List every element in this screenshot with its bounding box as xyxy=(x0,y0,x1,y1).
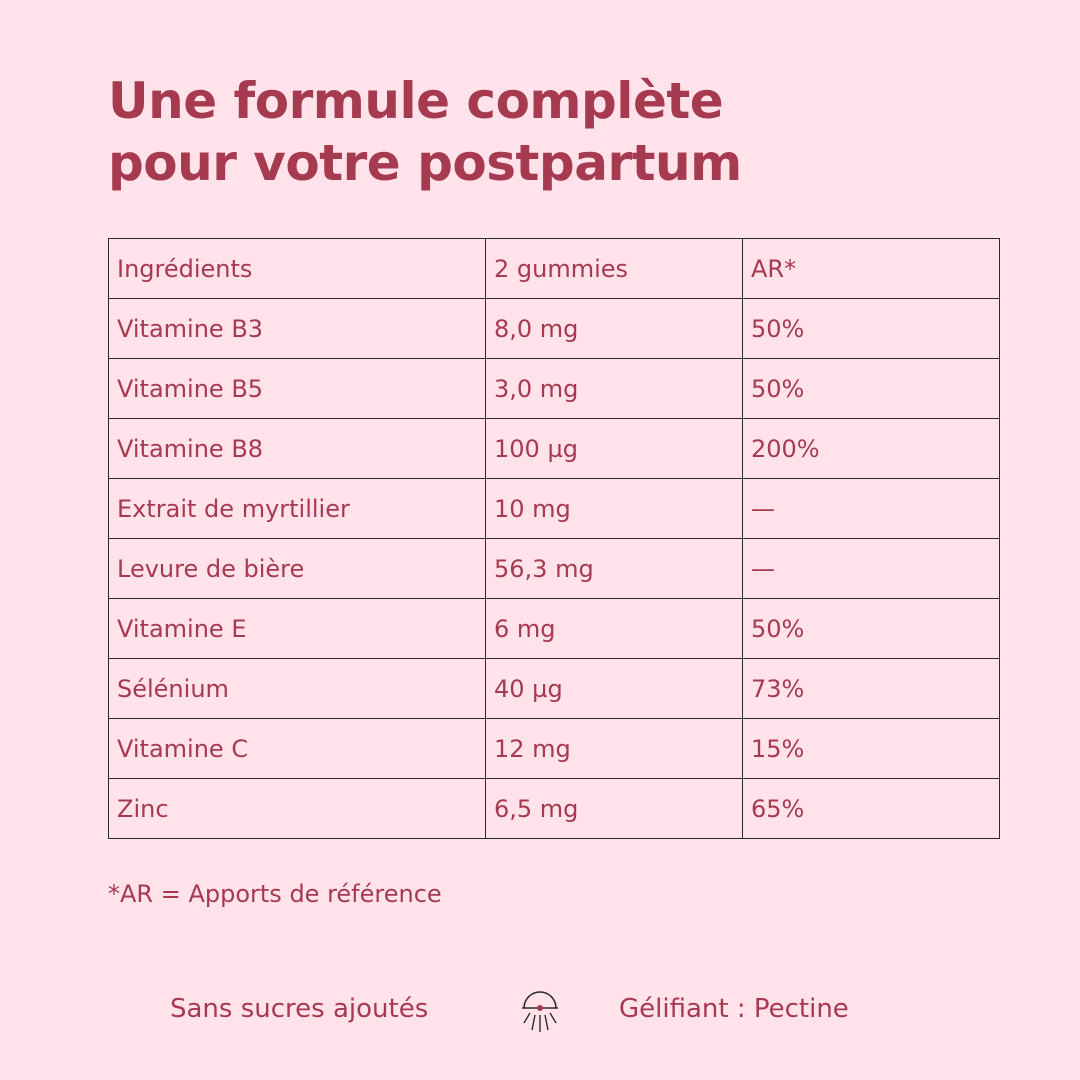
ingredient-name: Vitamine B3 xyxy=(109,299,486,359)
header-ingredients: Ingrédients xyxy=(109,239,486,299)
ingredient-ar: 65% xyxy=(743,779,1000,839)
ingredient-amount: 100 µg xyxy=(486,419,743,479)
table-row xyxy=(109,599,1000,659)
ingredient-ar: — xyxy=(743,539,1000,599)
table-row xyxy=(109,659,1000,719)
ingredient-name: Levure de bière xyxy=(109,539,486,599)
page-title xyxy=(108,70,1008,194)
ingredient-amount: 10 mg xyxy=(486,479,743,539)
table-row xyxy=(109,479,1000,539)
footnote: *AR = Apports de référence xyxy=(108,880,442,908)
ingredient-amount: 8,0 mg xyxy=(486,299,743,359)
ingredient-ar: 200% xyxy=(743,419,1000,479)
ingredient-name: Sélénium xyxy=(109,659,486,719)
ingredient-ar: 73% xyxy=(743,659,1000,719)
table-header-row xyxy=(109,239,1000,299)
table-row xyxy=(109,779,1000,839)
table-row xyxy=(109,359,1000,419)
ingredient-amount: 6,5 mg xyxy=(486,779,743,839)
ingredient-ar: — xyxy=(743,479,1000,539)
title-line-2: pour votre postpartum xyxy=(108,134,742,192)
ingredient-name: Extrait de myrtillier xyxy=(109,479,486,539)
ingredient-name: Vitamine E xyxy=(109,599,486,659)
title-line-1: Une formule complète xyxy=(108,72,724,130)
ingredient-ar: 50% xyxy=(743,359,1000,419)
ingredient-ar: 15% xyxy=(743,719,1000,779)
ingredient-name: Vitamine B5 xyxy=(109,359,486,419)
ingredient-amount: 40 µg xyxy=(486,659,743,719)
ingredient-amount: 6 mg xyxy=(486,599,743,659)
table-row xyxy=(109,419,1000,479)
ingredients-table xyxy=(108,238,1000,839)
header-quantity: 2 gummies xyxy=(486,239,743,299)
ingredient-amount: 56,3 mg xyxy=(486,539,743,599)
ingredient-name: Vitamine B8 xyxy=(109,419,486,479)
ingredient-ar: 50% xyxy=(743,299,1000,359)
table-row xyxy=(109,299,1000,359)
table-row xyxy=(109,539,1000,599)
footer-gelling-agent: Gélifiant : Pectine xyxy=(619,994,849,1024)
ingredient-amount: 12 mg xyxy=(486,719,743,779)
table-row xyxy=(109,719,1000,779)
ingredient-name: Zinc xyxy=(109,779,486,839)
ingredient-amount: 3,0 mg xyxy=(486,359,743,419)
ingredient-name: Vitamine C xyxy=(109,719,486,779)
ingredient-ar: 50% xyxy=(743,599,1000,659)
sunrise-icon xyxy=(519,988,561,1036)
footer-no-added-sugar: Sans sucres ajoutés xyxy=(170,994,429,1024)
header-reference-intake: AR* xyxy=(743,239,1000,299)
